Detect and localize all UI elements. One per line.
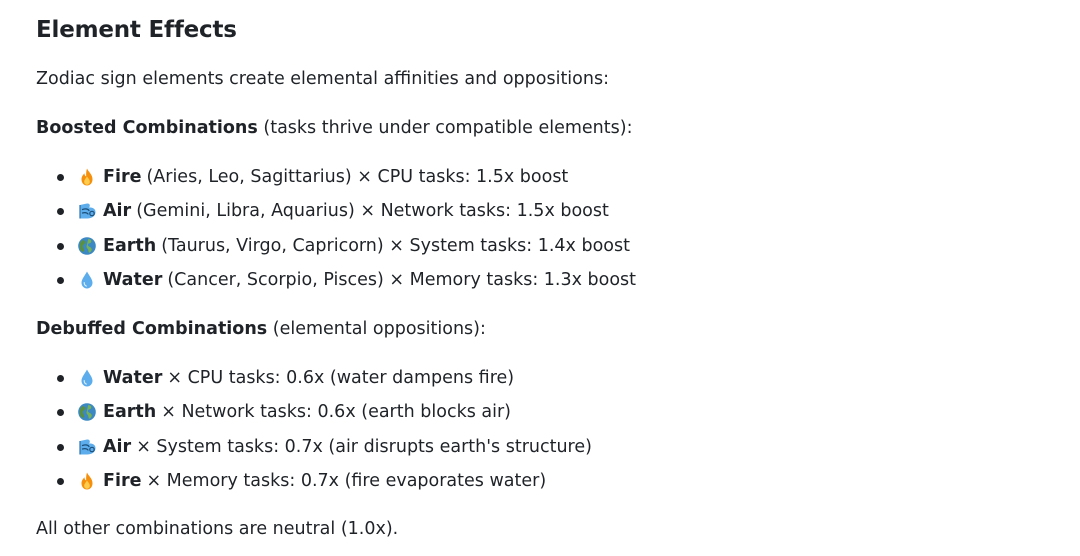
boosted-heading — [36, 115, 632, 141]
element-name: Water — [103, 368, 163, 388]
wind-icon — [77, 437, 97, 457]
bullet — [57, 208, 64, 215]
debuffed-note: (elemental oppositions): — [267, 319, 486, 339]
debuffed-label: Debuffed Combinations — [36, 319, 268, 339]
footer-text: All other combinations are neutral (1.0x). — [36, 519, 399, 539]
globe-icon — [77, 402, 97, 422]
page-title: Element Effects — [36, 17, 237, 43]
element-effect: (Taurus, Virgo, Capricorn) × System tasks: 1.4x boost — [161, 235, 630, 256]
bullet — [57, 277, 64, 284]
wind-icon — [77, 201, 97, 221]
bullet — [57, 243, 64, 250]
bullet — [57, 444, 64, 451]
debuffed-heading — [36, 316, 486, 342]
element-effect: × Network tasks: 0.6x (earth blocks air) — [161, 402, 511, 423]
element-effect: × Memory tasks: 0.7x (fire evaporates water) — [146, 470, 547, 491]
element-name: Air — [103, 436, 132, 457]
intro-text: Zodiac sign elements create elemental affinities and oppositions: — [36, 69, 609, 89]
element-name: Earth — [103, 235, 157, 256]
element-effect: × CPU tasks: 0.6x (water dampens fire) — [167, 368, 515, 388]
element-name: Air — [103, 201, 132, 222]
element-name: Fire — [103, 470, 142, 491]
element-effect: × System tasks: 0.7x (air disrupts earth's structure) — [136, 436, 592, 457]
element-effect: (Cancer, Scorpio, Pisces) × Memory tasks: 1.3x boost — [167, 269, 637, 290]
droplet-icon — [77, 368, 97, 388]
element-name: Fire — [103, 167, 142, 187]
element-name: Water — [103, 269, 163, 290]
fire-icon — [77, 471, 97, 491]
droplet-icon — [77, 270, 97, 290]
element-effect: (Aries, Leo, Sagittarius) × CPU tasks: 1.5x boost — [146, 167, 569, 187]
element-name: Earth — [103, 402, 157, 423]
bullet — [57, 174, 64, 181]
boosted-note: (tasks thrive under compatible elements): — [257, 118, 633, 138]
bullet — [57, 409, 64, 416]
bullet — [57, 478, 64, 485]
boosted-label: Boosted Combinations — [36, 118, 258, 138]
bullet — [57, 375, 64, 382]
element-effect: (Gemini, Libra, Aquarius) × Network tasks: 1.5x boost — [136, 201, 609, 222]
fire-icon — [77, 167, 97, 187]
globe-icon — [77, 236, 97, 256]
